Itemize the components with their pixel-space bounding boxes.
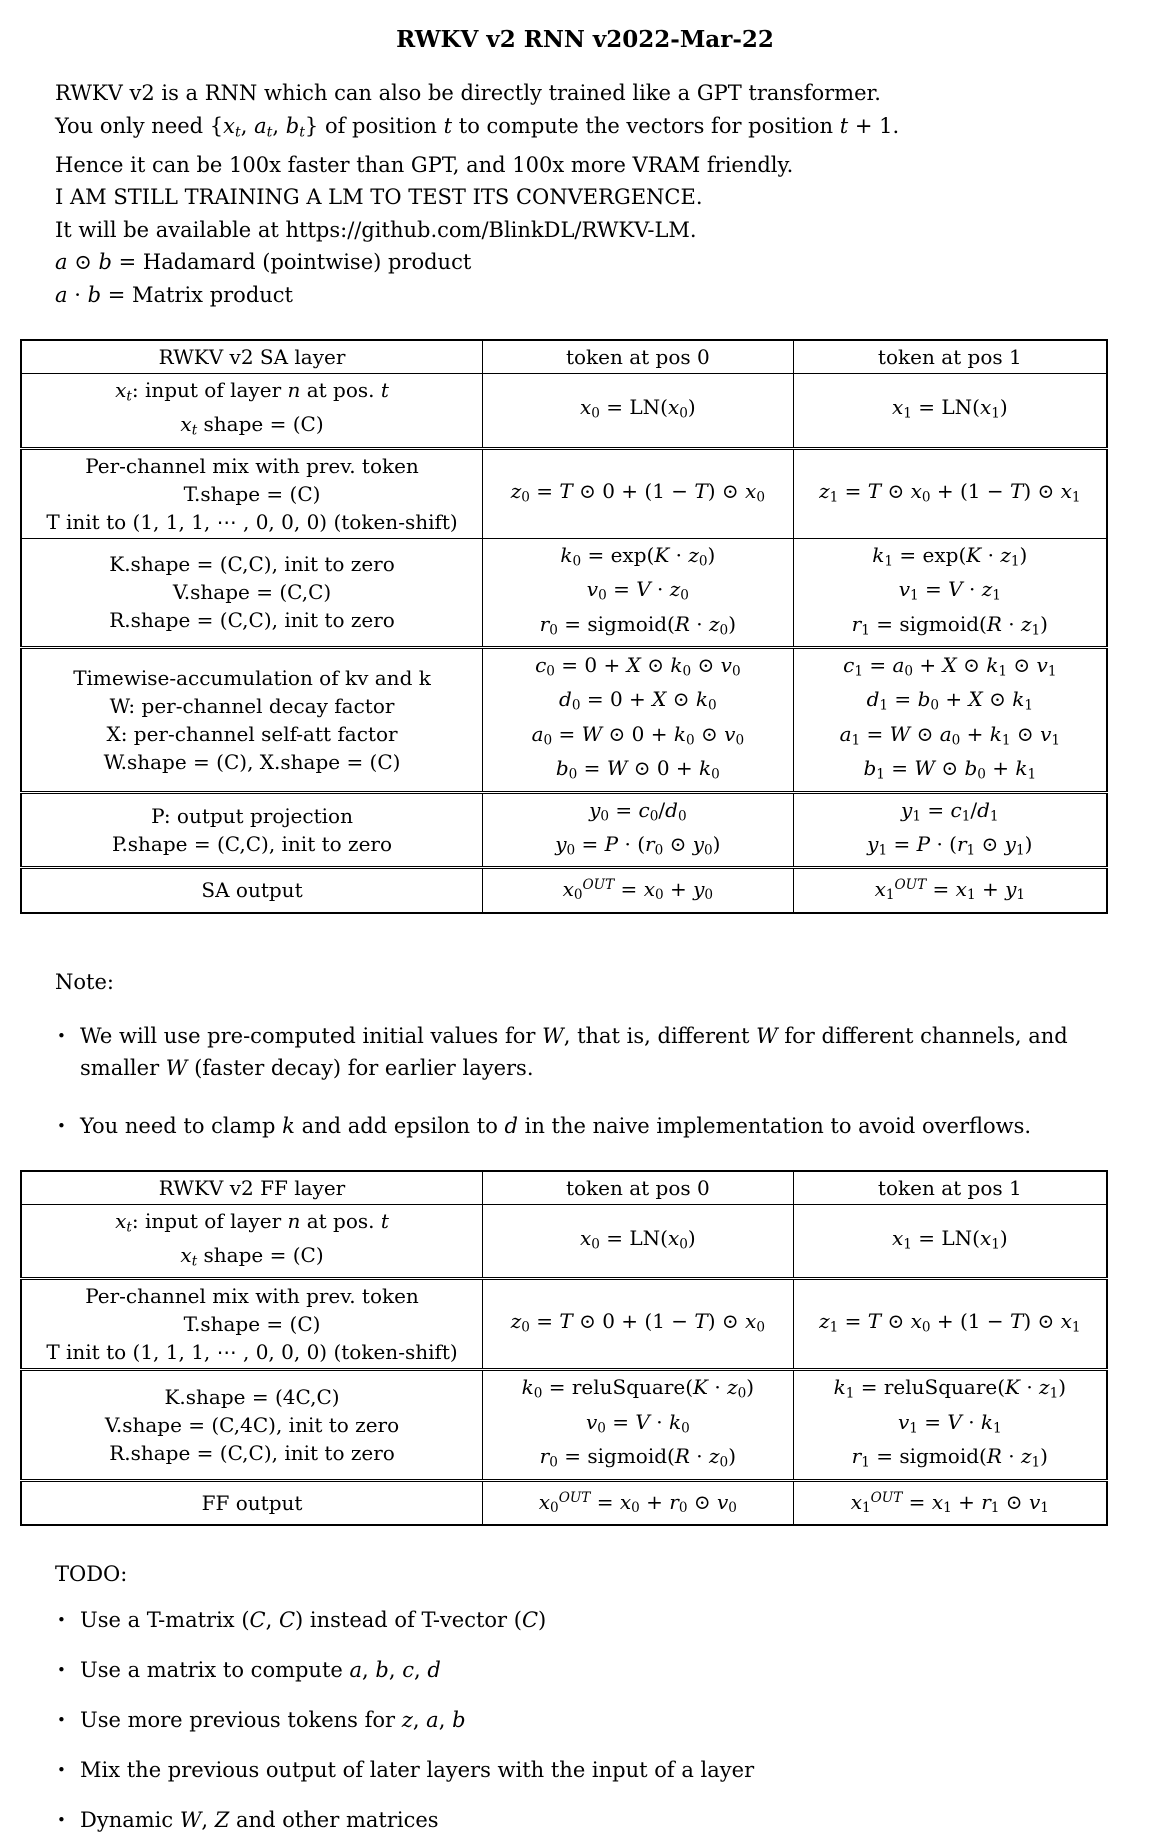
formula-line: $x_0^{OUT} = x_0 + y_0$	[562, 877, 714, 904]
formula-line: $b_1 = W$ ⊙ $b_0 + k_1$	[863, 756, 1037, 783]
table-row	[21, 538, 1107, 647]
formula-cell	[483, 1480, 794, 1525]
desc-line: $x_t$ shape = (C)	[180, 1242, 324, 1270]
formula-cell	[793, 868, 1107, 913]
formula-cell	[483, 792, 794, 868]
formula-line: $z_1 = T$ ⊙ $x_0 + (1 - T)$ ⊙ $x_1$	[819, 1309, 1081, 1336]
note-item-text: We will use pre-computed initial values for W, that is, different W for different channels, and smaller W (faster decay) for earlier layers.	[80, 1023, 1068, 1080]
intro-line: a · b = Matrix product	[55, 282, 293, 307]
todo-heading: TODO:	[55, 1561, 128, 1586]
formula-line: $r_0$ = sigmoid(R · $z_0$)	[539, 611, 736, 639]
desc-line: FF output	[201, 1490, 303, 1515]
desc-line: T.shape = (C)	[183, 1312, 321, 1337]
table-row	[21, 448, 1107, 538]
desc-cell	[21, 1480, 483, 1525]
formula-line: $x_1 = LN(x_1)$	[891, 1225, 1008, 1253]
ff-layer-table	[20, 1170, 1108, 1526]
desc-line: W: per-channel decay factor	[109, 693, 395, 718]
desc-line: $x_t$: input of layer n at pos. t	[115, 378, 389, 405]
bullet-icon: •	[57, 1710, 66, 1729]
formula-cell	[793, 538, 1107, 647]
formula-line: $v_0 = V \cdot z_0$	[586, 577, 689, 604]
desc-line: R.shape = (C,C), init to zero	[109, 1440, 395, 1465]
document	[0, 26, 1170, 1836]
todo-item	[57, 1654, 1170, 1686]
formula-cell	[483, 1370, 794, 1480]
note-item-text: You need to clamp k and add epsilon to d in the naive implementation to avoid overflows.	[80, 1113, 1032, 1138]
formula-line: $x_1^{OUT} = x_1 + r_1$ ⊙ $v_1$	[850, 1489, 1049, 1516]
formula-line: $r_0$ = sigmoid(R · $z_0$)	[539, 1444, 736, 1471]
desc-line: T init to (1, 1, 1, ⋯ , 0, 0, 0) (token-shift)	[46, 1340, 458, 1365]
formula-line: $k_0 = \exp(K \cdot z_0)$	[560, 542, 716, 570]
formula-line: $y_0 = c_0/d_0$	[589, 797, 687, 824]
desc-cell	[21, 1204, 483, 1279]
formula-line: $a_0 = W$ ⊙ $0 + k_0$ ⊙ $v_0$	[531, 721, 745, 749]
table-row	[21, 1370, 1107, 1480]
formula-line: $y_1 = P \cdot (r_1$ ⊙ $y_1$)	[867, 831, 1033, 859]
ff-header-row	[21, 1171, 1107, 1205]
bullet-icon: •	[57, 1026, 66, 1045]
desc-line: $x_t$ shape = (C)	[180, 412, 324, 439]
table-row	[21, 868, 1107, 913]
intro-line: a ⊙ b = Hadamard (pointwise) product	[55, 250, 472, 275]
formula-line: $k_0$ = reluSquare(K · $z_0$)	[521, 1375, 755, 1402]
desc-line: X: per-channel self-att factor	[106, 721, 398, 746]
formula-line: $x_0^{OUT} = x_0 + r_0$ ⊙ $v_0$	[538, 1489, 737, 1516]
desc-line: V.shape = (C,C)	[172, 580, 332, 605]
intro-line: RWKV v2 is a RNN which can also be directly trained like a GPT transformer.	[55, 81, 881, 105]
desc-cell	[21, 868, 483, 913]
bullet-icon: •	[57, 1610, 66, 1629]
desc-cell	[21, 448, 483, 538]
formula-line: $v_0 = V \cdot k_0$	[585, 1409, 690, 1437]
todo-item	[57, 1754, 1170, 1786]
sa-layer-table	[20, 339, 1108, 913]
desc-cell	[21, 538, 483, 647]
formula-cell	[483, 648, 794, 793]
formula-cell	[483, 868, 794, 913]
sa-header-layer: RWKV v2 SA layer	[21, 340, 483, 374]
desc-cell	[21, 648, 483, 793]
formula-line: $r_1$ = sigmoid(R · $z_1$)	[851, 1444, 1048, 1471]
formula-cell	[483, 374, 794, 449]
desc-line: $x_t$: input of layer n at pos. t	[115, 1208, 389, 1235]
sa-header-pos0: token at pos 0	[483, 340, 794, 374]
desc-line: P: output projection	[151, 803, 353, 828]
formula-line: $x_0 = LN(x_0)$	[579, 395, 696, 422]
desc-cell	[21, 1279, 483, 1370]
formula-line: $v_1 = V \cdot z_1$	[898, 577, 1001, 604]
desc-line: K.shape = (C,C), init to zero	[109, 552, 395, 577]
formula-line: $x_1^{OUT} = x_1 + y_1$	[874, 877, 1026, 904]
note-list	[0, 1020, 1170, 1142]
formula-line: $y_0 = P \cdot (r_0$ ⊙ $y_0$)	[555, 831, 721, 859]
formula-cell	[793, 374, 1107, 449]
formula-line: $z_0 = T$ ⊙ 0 + (1 − T) ⊙ $x_0$	[510, 478, 765, 506]
formula-line: $x_1 = LN(x_1)$	[891, 395, 1008, 422]
formula-cell	[793, 648, 1107, 793]
todo-item-text: Dynamic W, Z and other matrices	[80, 1807, 439, 1832]
formula-cell	[483, 448, 794, 538]
formula-cell	[793, 1204, 1107, 1279]
desc-line: Per-channel mix with prev. token	[85, 1284, 419, 1309]
formula-cell	[483, 538, 794, 647]
intro-line: It will be available at https://github.com/BlinkDL/RWKV-LM.	[55, 217, 697, 242]
formula-line: $z_0 = T$ ⊙ 0 + (1 − T) ⊙ $x_0$	[510, 1309, 765, 1336]
table-row	[21, 1279, 1107, 1370]
desc-line: W.shape = (C), X.shape = (C)	[103, 749, 401, 774]
formula-line: $x_0 = LN(x_0)$	[579, 1225, 696, 1253]
ff-header-pos0: token at pos 0	[483, 1171, 794, 1205]
todo-item	[57, 1704, 1170, 1736]
desc-line: T init to (1, 1, 1, ⋯ , 0, 0, 0) (token-shift)	[46, 509, 458, 534]
intro-line: Hence it can be 100x faster than GPT, and 100x more VRAM friendly.	[55, 152, 794, 177]
formula-line: $r_1$ = sigmoid(R · $z_1$)	[851, 611, 1048, 639]
formula-line: $z_1 = T$ ⊙ $x_0 + (1 - T)$ ⊙ $x_1$	[819, 478, 1081, 506]
todo-item-text: Use more previous tokens for z, a, b	[80, 1707, 466, 1732]
desc-cell	[21, 374, 483, 449]
bullet-icon: •	[57, 1660, 66, 1679]
formula-line: $k_1 = \exp(K \cdot z_1)$	[872, 542, 1028, 570]
formula-cell	[793, 1279, 1107, 1370]
note-item	[57, 1110, 1170, 1142]
note-heading: Note:	[55, 969, 114, 994]
sa-header-row	[21, 340, 1107, 374]
formula-cell	[793, 1370, 1107, 1480]
note-item	[57, 1020, 1170, 1084]
desc-line: SA output	[201, 878, 303, 903]
bullet-icon: •	[57, 1116, 66, 1135]
desc-line: Per-channel mix with prev. token	[85, 453, 419, 478]
todo-item-text: Use a T-matrix (C, C) instead of T-vector (C)	[80, 1607, 547, 1632]
formula-line: $d_1 = b_0 + X$ ⊙ $k_1$	[866, 687, 1034, 714]
table-row	[21, 792, 1107, 868]
desc-line: V.shape = (C,4C), init to zero	[104, 1412, 400, 1437]
formula-cell	[793, 1480, 1107, 1525]
formula-line: $c_0 = 0 + X$ ⊙ $k_0$ ⊙ $v_0$	[535, 653, 741, 680]
table-row	[21, 1480, 1107, 1525]
todo-item	[57, 1804, 1170, 1836]
intro-line: I AM STILL TRAINING A LM TO TEST ITS CONVERGENCE.	[55, 185, 703, 210]
formula-cell	[483, 1204, 794, 1279]
sa-header-pos1: token at pos 1	[793, 340, 1107, 374]
bullet-icon: •	[57, 1810, 66, 1829]
formula-cell	[793, 448, 1107, 538]
page-title: RWKV v2 RNN v2022-Mar-22	[396, 26, 774, 53]
ff-header-pos1: token at pos 1	[793, 1171, 1107, 1205]
desc-line: T.shape = (C)	[183, 481, 321, 506]
formula-line: $y_1 = c_1/d_1$	[901, 797, 999, 824]
bullet-icon: •	[57, 1760, 66, 1779]
todo-item-text: Mix the previous output of later layers with the input of a layer	[80, 1757, 755, 1782]
formula-line: $v_1 = V \cdot k_1$	[897, 1409, 1002, 1437]
formula-line: $d_0 = 0 + X$ ⊙ $k_0$	[559, 687, 717, 714]
table-row	[21, 648, 1107, 793]
formula-line: $a_1 = W$ ⊙ $a_0 + k_1$ ⊙ $v_1$	[839, 721, 1061, 749]
todo-list	[0, 1604, 1170, 1836]
desc-line: Timewise-accumulation of kv and k	[73, 665, 431, 690]
table-row	[21, 1204, 1107, 1279]
desc-cell	[21, 792, 483, 868]
formula-line: $k_1$ = reluSquare(K · $z_1$)	[833, 1375, 1067, 1402]
todo-item-text: Use a matrix to compute a, b, c, d	[80, 1657, 441, 1682]
intro-paragraph	[55, 77, 1170, 311]
formula-line: $c_1 = a_0 + X$ ⊙ $k_1$ ⊙ $v_1$	[843, 653, 1057, 680]
intro-line: You only need {$x_t$, $a_t$, $b_t$} of position t to compute the vectors for position t + 1.	[55, 113, 900, 141]
ff-header-layer: RWKV v2 FF layer	[21, 1171, 483, 1205]
desc-line: R.shape = (C,C), init to zero	[109, 608, 395, 633]
formula-line: $b_0 = W$ ⊙ $0 + k_0$	[555, 756, 720, 783]
todo-item	[57, 1604, 1170, 1636]
desc-line: P.shape = (C,C), init to zero	[112, 831, 393, 856]
formula-cell	[793, 792, 1107, 868]
table-row	[21, 374, 1107, 449]
desc-line: K.shape = (4C,C)	[164, 1384, 340, 1409]
desc-cell	[21, 1370, 483, 1480]
formula-cell	[483, 1279, 794, 1370]
